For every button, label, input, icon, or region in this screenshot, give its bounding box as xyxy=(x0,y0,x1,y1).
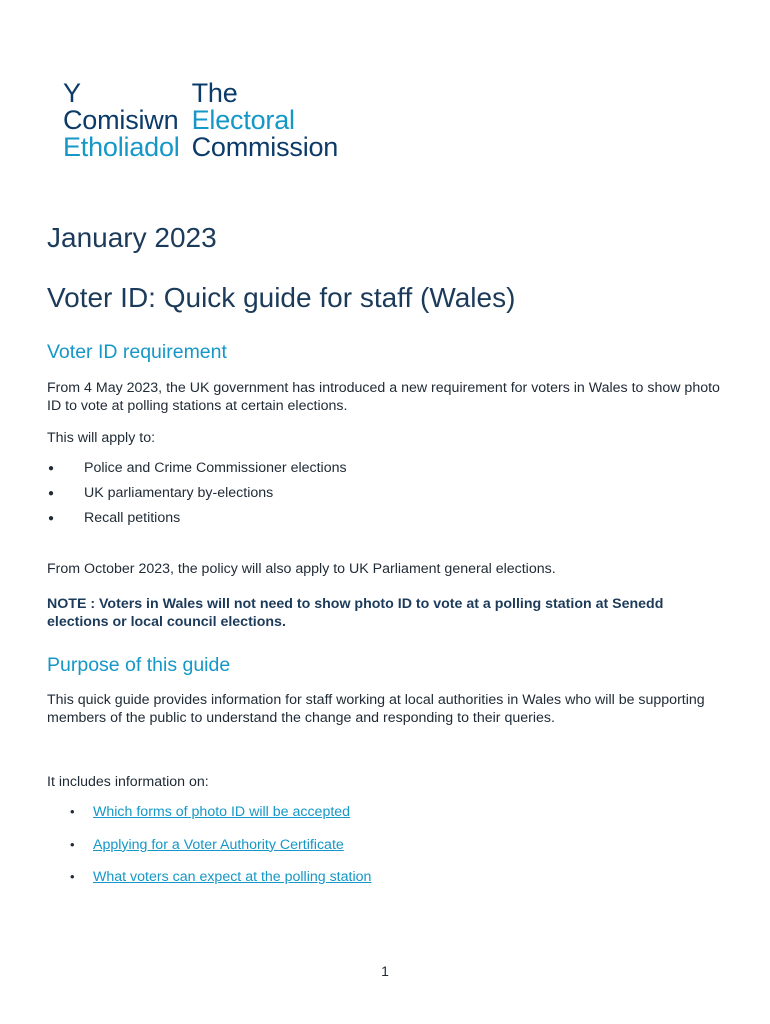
list-item xyxy=(47,456,347,481)
logo-english-line-1: The xyxy=(191,78,238,108)
list-item-text: Recall petitions xyxy=(84,510,181,526)
bullet-icon: • xyxy=(70,869,75,884)
document-title: Voter ID: Quick guide for staff (Wales) xyxy=(47,282,516,313)
list-item xyxy=(70,837,371,870)
link-voter-authority-certificate[interactable]: Applying for a Voter Authority Certificate xyxy=(93,836,344,853)
logo-english-name xyxy=(192,80,339,161)
bullet-icon: • xyxy=(70,804,75,819)
guide-contents-list xyxy=(70,804,371,902)
section-heading-purpose: Purpose of this guide xyxy=(47,654,231,676)
logo-english-line-3: Commission xyxy=(191,132,339,162)
list-item-text: UK parliamentary by-elections xyxy=(84,485,274,501)
bullet-icon: • xyxy=(70,836,75,852)
logo-welsh-name xyxy=(63,80,180,161)
document-date: January 2023 xyxy=(47,222,217,253)
list-item xyxy=(70,804,371,837)
link-accepted-photo-id[interactable]: Which forms of photo ID will be accepted xyxy=(93,804,351,820)
logo-english-line-2: Electoral xyxy=(191,105,295,135)
list-item-text: Police and Crime Commissioner elections xyxy=(84,460,347,476)
bullet-icon: ● xyxy=(48,488,55,499)
section-heading-voter-id-requirement: Voter ID requirement xyxy=(47,341,227,363)
applies-to-list xyxy=(47,456,347,531)
logo-welsh-line-1: Y xyxy=(63,78,81,108)
purpose-intro-paragraph: This quick guide provides information for staff working at local authorities in Wales who will be supporting members of the public to understand the change and responding to their queries. xyxy=(47,692,705,726)
october-policy-paragraph: From October 2023, the policy will also apply to UK Parliament general elections. xyxy=(47,561,556,577)
list-item xyxy=(47,481,347,506)
list-item xyxy=(47,506,347,531)
bullet-icon: ● xyxy=(48,463,55,474)
applies-to-label: This will apply to: xyxy=(47,430,156,446)
bullet-icon: ● xyxy=(48,513,55,524)
page-number: 1 xyxy=(381,963,389,979)
voter-id-intro-paragraph: From 4 May 2023, the UK government has introduced a new requirement for voters in Wales to show photo ID to vote at polling stations at certain elections. xyxy=(47,380,720,414)
note-paragraph: NOTE : Voters in Wales will not need to show photo ID to vote at a polling station at Senedd elections or local council elections. xyxy=(47,596,664,630)
logo-welsh-line-3: Etholiadol xyxy=(63,132,180,162)
logo-welsh-line-2: Comisiwn xyxy=(63,105,179,135)
link-polling-station-expectations[interactable]: What voters can expect at the polling station xyxy=(93,869,372,885)
includes-label: It includes information on: xyxy=(47,774,209,790)
list-item xyxy=(70,869,371,902)
electoral-commission-logo xyxy=(63,80,338,161)
